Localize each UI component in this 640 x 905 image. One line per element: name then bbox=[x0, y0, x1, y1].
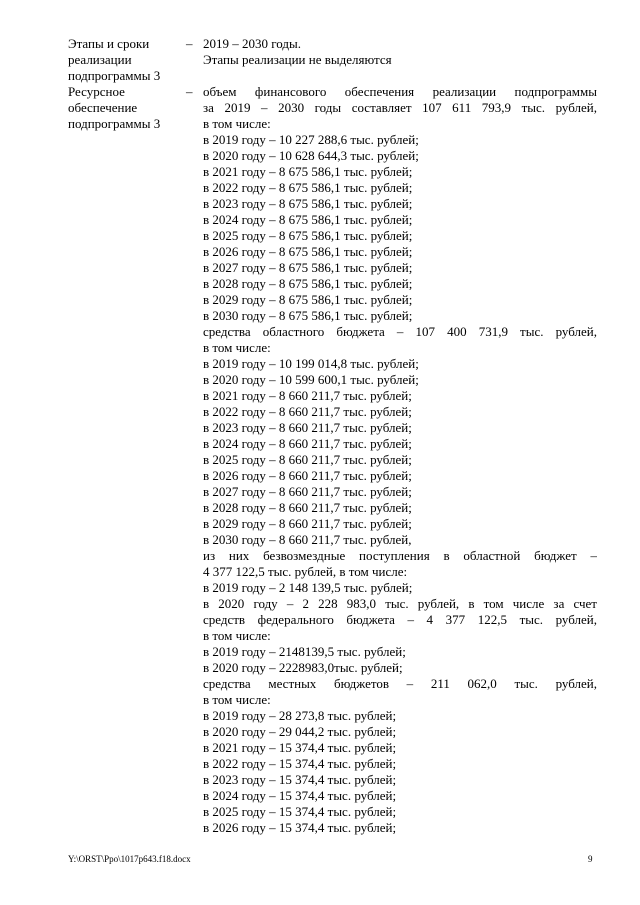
text-line: в 2019 году – 10 227 288,6 тыс. рублей; bbox=[203, 132, 419, 147]
text-line: в 2029 году – 8 675 586,1 тыс. рублей; bbox=[203, 292, 413, 307]
text-line: в 2024 году – 8 675 586,1 тыс. рублей; bbox=[203, 212, 413, 227]
text-line: из них безвозмездные поступления в областной бюджет – bbox=[203, 548, 597, 563]
text-line: в 2026 году – 8 660 211,7 тыс. рублей; bbox=[203, 468, 412, 483]
text-line: в 2019 году – 10 199 014,8 тыс. рублей; bbox=[203, 356, 419, 371]
text-line: в 2028 году – 8 675 586,1 тыс. рублей; bbox=[203, 276, 413, 291]
text-line: в 2025 году – 15 374,4 тыс. рублей; bbox=[203, 804, 397, 819]
text-line: 2019 – 2030 годы. bbox=[203, 36, 301, 51]
text-line: в 2027 году – 8 675 586,1 тыс. рублей; bbox=[203, 260, 413, 275]
text-line: объем финансового обеспечения реализации подпрограммы bbox=[203, 84, 597, 99]
text-line: в 2019 году – 28 273,8 тыс. рублей; bbox=[203, 708, 397, 723]
text-line: в 2022 году – 15 374,4 тыс. рублей; bbox=[203, 756, 397, 771]
text-line: за 2019 – 2030 годы составляет 107 611 793,9 тыс. рублей, bbox=[203, 100, 597, 115]
text-line: в 2019 году – 2148139,5 тыс. рублей; bbox=[203, 644, 406, 659]
text-line: в 2020 году – 2228983,0тыс. рублей; bbox=[203, 660, 403, 675]
section-content bbox=[203, 36, 597, 68]
text-line: в 2024 году – 15 374,4 тыс. рублей; bbox=[203, 788, 397, 803]
text-line: в 2021 году – 8 675 586,1 тыс. рублей; bbox=[203, 164, 413, 179]
footer-page-number: 9 bbox=[588, 854, 593, 864]
text-line: в 2023 году – 8 660 211,7 тыс. рублей; bbox=[203, 420, 412, 435]
text-line: в 2023 году – 15 374,4 тыс. рублей; bbox=[203, 772, 397, 787]
text-line: средства местных бюджетов – 211 062,0 тыс. рублей, bbox=[203, 676, 597, 691]
text-line: в 2020 году – 2 228 983,0 тыс. рублей, в том числе за счет bbox=[203, 596, 597, 611]
text-line: в том числе: bbox=[203, 116, 271, 131]
text-line: в 2029 году – 8 660 211,7 тыс. рублей; bbox=[203, 516, 412, 531]
text-line: в 2030 году – 8 675 586,1 тыс. рублей; bbox=[203, 308, 413, 323]
text-line: в 2025 году – 8 660 211,7 тыс. рублей; bbox=[203, 452, 412, 467]
text-line: в 2019 году – 2 148 139,5 тыс. рублей; bbox=[203, 580, 413, 595]
text-line: в 2020 году – 10 599 600,1 тыс. рублей; bbox=[203, 372, 419, 387]
text-line: в 2026 году – 8 675 586,1 тыс. рублей; bbox=[203, 244, 413, 259]
footer-file-path: Y:\ORST\Ppo\1017p643.f18.docx bbox=[68, 854, 191, 864]
dash-separator: – bbox=[186, 84, 193, 99]
text-line: в 2025 году – 8 675 586,1 тыс. рублей; bbox=[203, 228, 413, 243]
text-line: Этапы реализации не выделяются bbox=[203, 52, 392, 67]
text-line: в 2021 году – 15 374,4 тыс. рублей; bbox=[203, 740, 397, 755]
section-content bbox=[203, 84, 597, 836]
section-label: Ресурсное обеспечение подпрограммы 3 bbox=[68, 84, 161, 131]
text-line: в 2030 году – 8 660 211,7 тыс. рублей, bbox=[203, 532, 412, 547]
text-line: в 2022 году – 8 675 586,1 тыс. рублей; bbox=[203, 180, 413, 195]
text-line: в том числе: bbox=[203, 692, 271, 707]
text-line: в 2023 году – 8 675 586,1 тыс. рублей; bbox=[203, 196, 413, 211]
text-line: в том числе: bbox=[203, 628, 271, 643]
section-label: Этапы и сроки реализации подпрограммы 3 bbox=[68, 36, 161, 83]
text-line: в 2027 году – 8 660 211,7 тыс. рублей; bbox=[203, 484, 412, 499]
text-line: средств федерального бюджета – 4 377 122,5 тыс. рублей, bbox=[203, 612, 597, 627]
text-line: средства областного бюджета – 107 400 731,9 тыс. рублей, bbox=[203, 324, 597, 339]
text-line: 4 377 122,5 тыс. рублей, в том числе: bbox=[203, 564, 408, 579]
text-line: в 2028 году – 8 660 211,7 тыс. рублей; bbox=[203, 500, 412, 515]
text-line: в 2020 году – 10 628 644,3 тыс. рублей; bbox=[203, 148, 419, 163]
text-line: в 2026 году – 15 374,4 тыс. рублей; bbox=[203, 820, 397, 835]
text-line: в 2020 году – 29 044,2 тыс. рублей; bbox=[203, 724, 397, 739]
text-line: в том числе: bbox=[203, 340, 271, 355]
dash-separator: – bbox=[186, 36, 193, 51]
text-line: в 2022 году – 8 660 211,7 тыс. рублей; bbox=[203, 404, 412, 419]
text-line: в 2024 году – 8 660 211,7 тыс. рублей; bbox=[203, 436, 412, 451]
text-line: в 2021 году – 8 660 211,7 тыс. рублей; bbox=[203, 388, 412, 403]
